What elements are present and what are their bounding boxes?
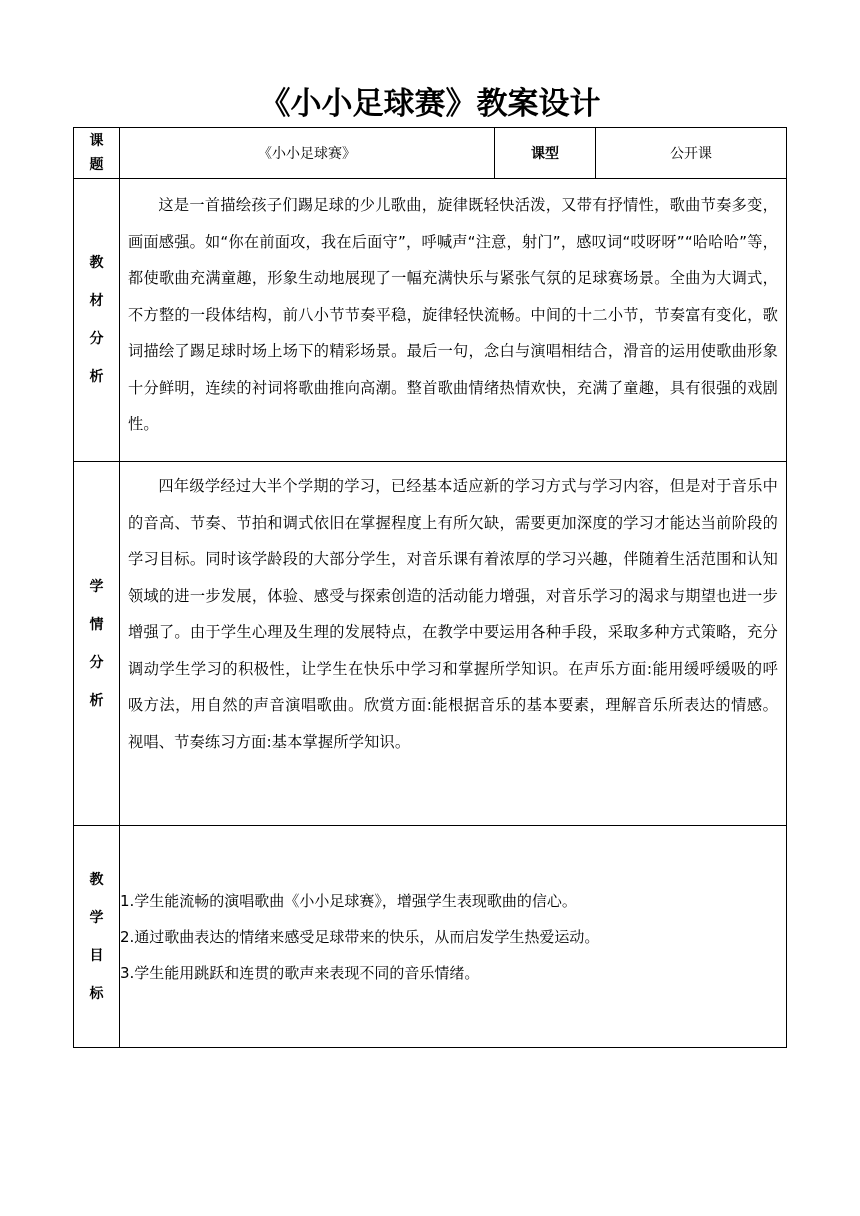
label-char: 情 — [89, 616, 104, 633]
label-char: 教 — [89, 255, 104, 271]
label-char: 析 — [89, 692, 104, 709]
goal-item: 3.学生能用跳跃和连贯的歌声来表现不同的音乐情绪。 — [120, 963, 480, 982]
lesson-type-value: 公开课 — [596, 128, 787, 179]
topic-value: 《小小足球赛》 — [120, 128, 495, 179]
teaching-goals-row — [74, 826, 787, 1048]
page-title: 《小小足球赛》教案设计 — [259, 86, 601, 122]
goal-item: 1.学生能流畅的演唱歌曲《小小足球赛》，增强学生表现歌曲的信心。 — [120, 891, 577, 910]
topic-label — [74, 128, 120, 179]
label-char: 学 — [89, 909, 104, 926]
label-char: 学 — [89, 578, 104, 595]
topic-label-char: 课 — [89, 133, 104, 149]
label-char: 材 — [89, 293, 104, 309]
lesson-type-label: 课型 — [495, 128, 596, 179]
material-analysis-label — [74, 179, 120, 462]
teaching-goals-cell — [120, 826, 787, 1048]
label-char: 标 — [89, 985, 104, 1002]
goal-item: 2.通过歌曲表达的情绪来感受足球带来的快乐，从而启发学生热爱运动。 — [120, 927, 600, 946]
lesson-plan-table — [73, 127, 787, 1048]
topic-row — [74, 128, 787, 179]
student-analysis-text: 四年级学经过大半个学期的学习，已经基本适应新的学习方式与学习内容，但是对于音乐中的音高、节奏、节拍和调式依旧在掌握程度上有所欠缺，需要更加深度的学习才能达当前阶段的学习目标。同时该学龄段的大部分学生，对音乐课有着浓厚的学习兴趣，伴随着生活范围和认知领域的进一步发展，体验、感受与探索创造的活动能力增强，对音乐学习的渴求与期望也进一步增强了。由于学生心理及生理的发展特点，在教学中要运用各种手段，采取多种方式策略，充分调动学生学习的积极性，让学生在快乐中学习和掌握所学知识。在声乐方面:能用缓呼缓吸的呼吸方法，用自然的声音演唱歌曲。欣赏方面:能根据音乐的基本要素，理解音乐所表达的情感。视唱、节奏练习方面:基本掌握所学知识。 — [128, 477, 778, 751]
label-char: 目 — [89, 947, 104, 964]
material-analysis-text: 这是一首描绘孩子们踢足球的少儿歌曲，旋律既轻快活泼，又带有抒情性，歌曲节奏多变，画面感强。如“你在前面攻，我在后面守”，呼喊声“注意，射门”，感叹词“哎呀呀”“哈哈哈”等，都使歌曲充满童趣，形象生动地展现了一幅充满快乐与紧张气氛的足球赛场景。全曲为大调式，不方整的一段体结构，前八小节节奏平稳，旋律轻快流畅。中间的十二小节，节奏富有变化，歌词描绘了踢足球时场上场下的精彩场景。最后一句，念白与演唱相结合，滑音的运用使歌曲形象十分鲜明，连续的衬词将歌曲推向高潮。整首歌曲情绪热情欢快，充满了童趣，具有很强的戏剧性。 — [128, 196, 778, 433]
topic-label-char: 题 — [89, 157, 104, 173]
teaching-goals-label — [74, 826, 120, 1048]
student-analysis-cell — [120, 462, 787, 826]
material-analysis-row — [74, 179, 787, 462]
student-analysis-row — [74, 462, 787, 826]
label-char: 分 — [89, 331, 104, 347]
label-char: 教 — [89, 871, 104, 888]
label-char: 分 — [89, 654, 104, 671]
material-analysis-cell — [120, 179, 787, 462]
student-analysis-label — [74, 462, 120, 826]
label-char: 析 — [89, 369, 104, 385]
